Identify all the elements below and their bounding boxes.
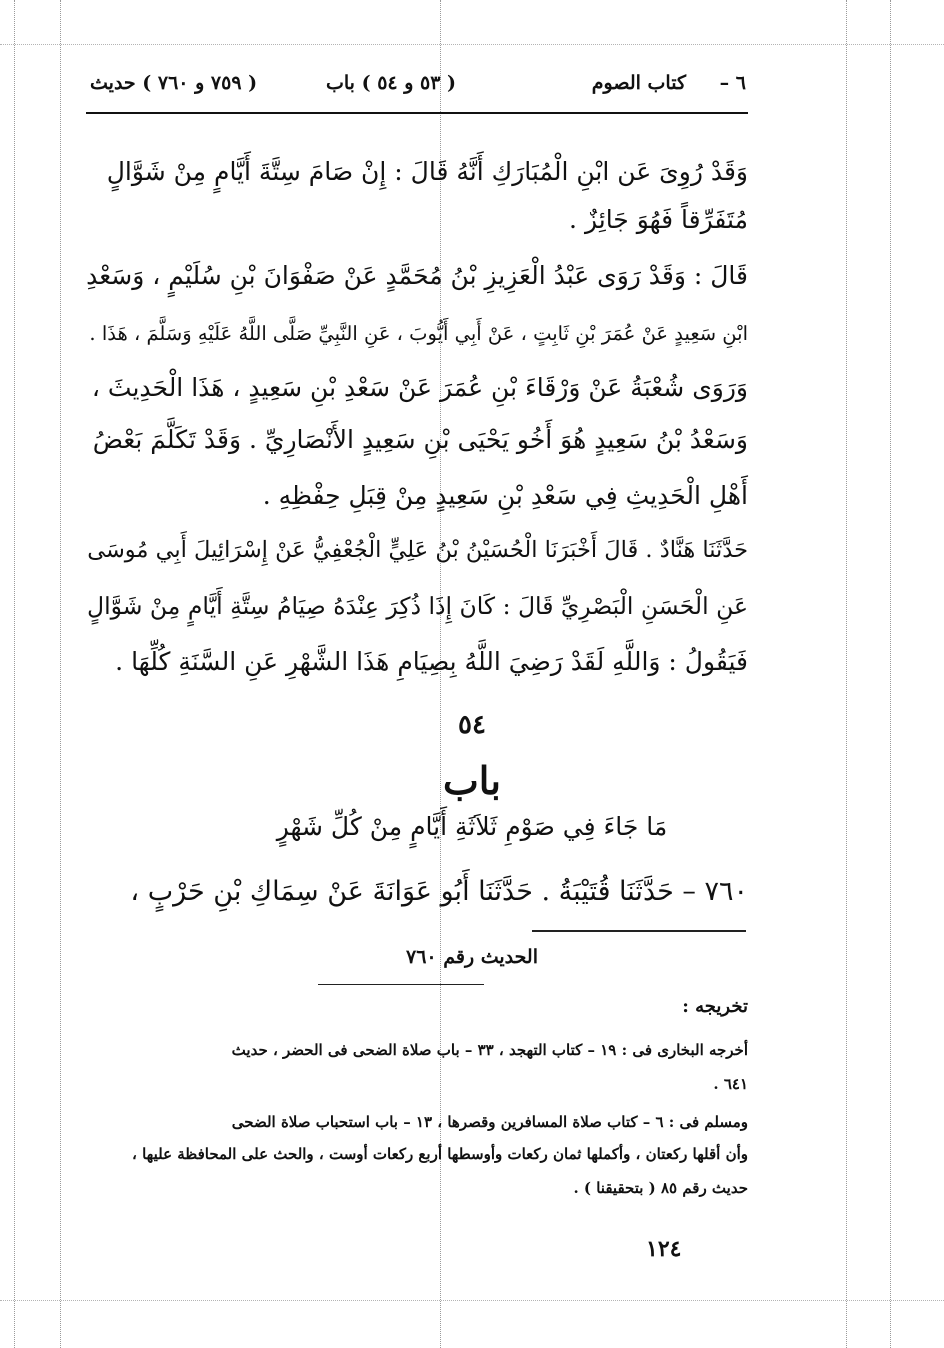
page-number: ١٢٤ [646, 1236, 682, 1262]
section-title: باب [443, 758, 501, 803]
scan-guide-line [0, 44, 944, 45]
text-line: وَرَوَى شُعْبَةُ عَنْ وَرْقَاءَ بْنِ عُمَرَ عَنْ سَعْدِ بْنِ سَعِيدٍ ، هَذَا الْحَدِيثَ ، [91, 373, 748, 402]
header-book-title: كتاب الصوم [591, 72, 686, 94]
footnote-line: حديث رقم ٨٥ ( بتحقيقنا ) . [573, 1179, 748, 1197]
header-hadith-range: ( ٧٥٩ و ٧٦٠ ) حديث [90, 72, 258, 94]
footnote-heading-underline [318, 984, 484, 985]
text-line: عَنِ الْحَسَنِ الْبَصْرِيِّ قَالَ : كَانَ إِذَا ذُكِرَ عِنْدَهُ صِيَامُ سِتَّةِ أَيَّامٍ مِنْ شَوَّالٍ [87, 592, 748, 620]
footnote-heading: الحديث رقم ٧٦٠ [405, 946, 538, 968]
scan-guide-line [0, 1300, 944, 1301]
takhrij-label: تخريجه : [682, 996, 748, 1017]
hadith-760-line: ٧٦٠ – حَدَّثَنَا قُتَيْبَةُ . حَدَّثَنَا أَبُو عَوَانَةَ عَنْ سِمَاكِ بْنِ حَرْبٍ ، [130, 876, 748, 907]
footnote-separator [532, 930, 746, 932]
text-line: ابْنِ سَعِيدٍ عَنْ عُمَرَ بْنِ ثَابِتٍ ، عَنْ أَبِي أَيُّوبَ ، عَنِ النَّبِيِّ صَلَّى اللَّهُ عَلَيْهِ وَسَلَّمَ ، هَذَا . [89, 322, 748, 345]
text-line: حَدَّثَنَا هَنَّادٌ . قَالَ أَخْبَرَنَا الْحُسَيْنُ بْنُ عَلِيٍّ الْجُعْفِيُّ عَنْ إِسْرَائِيلَ أَبِي مُوسَى [87, 537, 748, 563]
text-line: وَسَعْدُ بْنُ سَعِيدٍ هُوَ أَخُو يَحْيَى بْنِ سَعِيدٍ الأَنْصَارِيِّ . وَقَدْ تَكَلَّمَ بَعْضُ [92, 425, 748, 454]
header-rule [86, 112, 748, 114]
header-bab: ( ٥٣ و ٥٤ ) باب [326, 72, 457, 94]
running-header [86, 66, 746, 110]
text-line: مُتَفَرِّقاً فَهُوَ جَائِزٌ . [569, 205, 748, 234]
scan-guide-line [14, 0, 15, 1348]
scan-guide-line [890, 0, 891, 1348]
section-number: ٥٤ [458, 710, 486, 740]
text-line: أَهْلِ الْحَدِيثِ فِي سَعْدِ بْنِ سَعِيدٍ مِنْ قِبَلِ حِفْظِهِ . [262, 481, 748, 510]
scan-guide-line [846, 0, 847, 1348]
header-page-num: ٦ – [719, 72, 746, 94]
section-subtitle: مَا جَاءَ فِي صَوْمِ ثَلاَثَةِ أَيَّامٍ مِنْ كُلِّ شَهْرٍ [276, 812, 668, 841]
text-line: قَالَ : وَقَدْ رَوَى عَبْدُ الْعَزِيزِ بْنُ مُحَمَّدٍ عَنْ صَفْوَانَ بْنِ سُلَيْمٍ ، وَسَعْدِ [86, 261, 748, 290]
scan-guide-line [60, 0, 61, 1348]
footnote-line: أخرجه البخارى فى : ١٩ – كتاب التهجد ، ٣٣ – باب صلاة الضحى فى الحضر ، حديث [231, 1041, 748, 1059]
footnote-line: وأن أقلها ركعتان ، وأكملها ثمان ركعات وأوسطها أربع ركعات أوست ، والحث على المحافظة عليها ، [132, 1145, 748, 1163]
text-line: فَيَقُولُ : وَاللَّهِ لَقَدْ رَضِيَ اللَّهُ بِصِيَامِ هَذَا الشَّهْرِ عَنِ السَّنَةِ كُلِّهَا . [115, 647, 748, 676]
footnote-line: ٦٤١ . [713, 1075, 748, 1093]
footnote-line: ومسلم فى : ٦ – كتاب صلاة المسافرين وقصرها ، ١٣ – باب استحباب صلاة الضحى [231, 1113, 748, 1131]
text-line: وَقَدْ رُوِىَ عَن ابْنِ الْمُبَارَكِ أَنَّهُ قَالَ : إِنْ صَامَ سِتَّةَ أَيَّامٍ مِنْ شَوَّالٍ [106, 157, 748, 186]
